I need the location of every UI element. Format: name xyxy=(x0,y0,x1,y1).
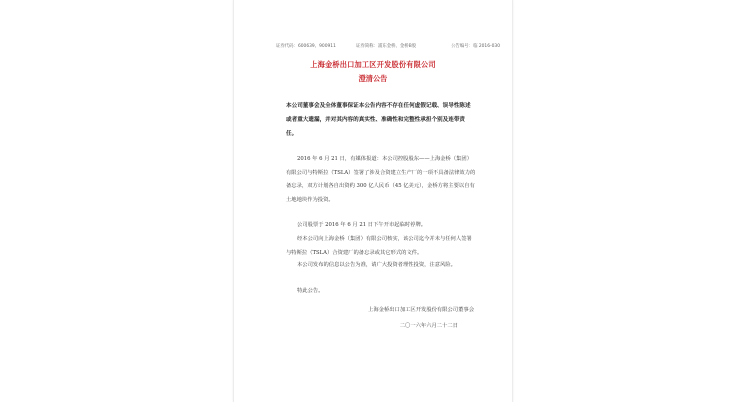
announcement-number: 公告编号：临 2016-030 xyxy=(451,44,500,49)
signature-organization: 上海金桥出口加工区开发股份有限公司董事会 xyxy=(368,307,474,313)
signature-date: 二〇一六年六月二十二日 xyxy=(399,323,458,329)
company-name: 上海金桥出口加工区开发股份有限公司 xyxy=(310,60,436,69)
stock-code: 证券代码：600639、900911 xyxy=(276,44,336,49)
paragraph-verification: 经本公司向上海金桥（集团）有限公司核实，该公司迄今并未与任何人签署与特斯拉（TSLA）合资建厂的备忘录或其它形式的文件。 xyxy=(286,236,472,256)
announcement-title: 澄清公告 xyxy=(358,74,388,83)
board-disclaimer: 本公司董事会及全体董事保证本公告内容不存在任何虚假记载、误导性陈述或者重大遗漏，并对其内容的真实性、准确性和完整性承担个别及连带责任。 xyxy=(286,103,471,137)
paragraph-trading-halt: 公司股票于 2016 年 6 月 21 日下午开市起临时停牌。 xyxy=(297,222,427,228)
document-header xyxy=(276,43,500,53)
document-page xyxy=(233,0,513,402)
stock-abbreviation: 证券简称：浦东金桥、金桥B股 xyxy=(356,44,417,49)
paragraph-closing: 特此公告。 xyxy=(297,288,324,294)
paragraph-risk-notice: 本公司发布的信息以公告为准，请广大投资者理性投资，注意风险。 xyxy=(297,262,456,268)
paragraph-media-report: 2016 年 6 月 21 日，有媒体报道：本公司控股股东——上海金桥（集团）有限公司与特斯拉（TSLA）签署了涉及合资建立生产厂的一项不具备法律效力的备忘录，双方计划各自出资约 300 亿人民币（45 亿美元），金桥方将主要以自有土地地块作为投资。 xyxy=(286,156,476,203)
